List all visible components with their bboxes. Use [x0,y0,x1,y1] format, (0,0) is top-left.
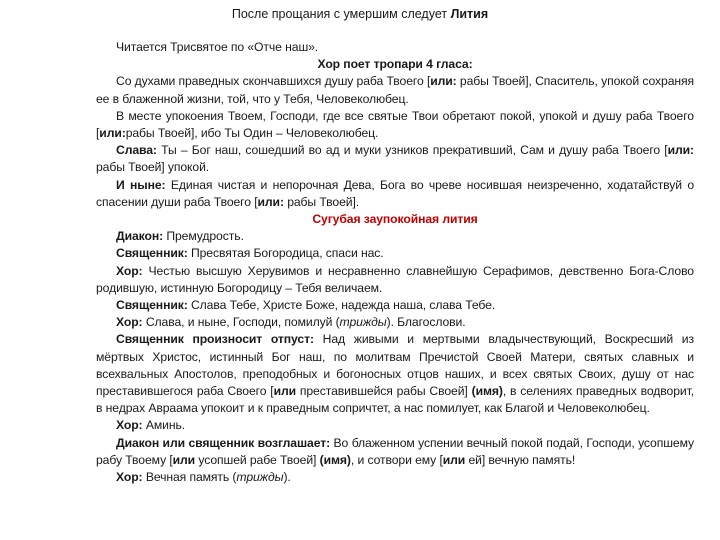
text-segment: ей] вечную память! [465,452,576,467]
paragraph [96,39,694,56]
bold-text: И ныне: [116,177,166,192]
text-segment: Слава, и ныне, Господи, помилуй ( [142,315,340,330]
bold-text: Священник: [116,246,188,261]
bold-text: или [172,452,196,467]
header-text: После прощания с умершим следует [231,7,451,21]
text-segment: рабы Твоей], ибо Ты Один – Человеколюбец. [125,126,379,141]
text-segment: ). [283,470,291,485]
bold-text: Хор: [116,470,143,485]
bold-text: или [273,384,296,399]
text-segment: преставившейся рабы Своей] [296,384,472,399]
paragraph [96,469,694,486]
paragraph [96,314,694,331]
bold-text: Диакон или священник возглашает: [116,435,331,450]
bold-text: Священник произносит отпуст: [116,332,314,347]
text-segment: Единая чистая и непорочная Дева, Бога во чреве носившая неизреченно, ходатайствуй о спасении души раба Твоего [ [96,177,694,209]
header-bold: Лития [450,7,489,21]
section-heading: Сугубая заупокойная лития [312,212,478,227]
paragraph [96,417,694,434]
text-segment: ). Благослови. [386,315,466,330]
text-segment: , в селениях праведных водворит, в недрах Авраама упокоит и к праведным сопричтет, а нас помилует, как Благой и Человеколюбец. [96,384,695,416]
document-body [96,39,694,486]
paragraph [96,142,694,176]
text-segment: Пресвятая Богородица, спаси нас. [187,246,384,261]
text-segment: Ты – Бог наш, сошедший во ад и муки узников прекративший, Сам и душу раба Твоего [ [156,143,668,158]
bold-text: Хор: [116,263,143,278]
paragraph [96,245,694,262]
paragraph [96,211,694,228]
text-segment: рабы Твоей] упокой. [96,160,210,175]
bold-text: Диакон: [116,229,164,244]
italic-text: трижды [339,315,387,330]
text-segment: Вечная память ( [142,470,237,485]
paragraph [96,435,694,469]
text-segment: Премудрость. [163,229,244,244]
bold-text: Хор: [116,315,143,330]
paragraph [96,263,694,297]
bold-text: Священник: [116,298,188,313]
paragraph [96,297,694,314]
paragraph [96,228,694,245]
text-segment: Слава Тебе, Христе Боже, надежда наша, слава Тебе. [187,298,496,313]
bold-text: или: [667,143,694,158]
text-segment: В месте упокоения Твоем, Господи, где все святые Твои обретают покой, упокой и душу раба Твоего [ [96,108,694,141]
italic-text: трижды [236,470,284,485]
text-segment: Честью высшую Херувимов и несравненно славнейшую Серафимов, девственно Бога-Слово родившую, истинную Богородицу – Тебя величаем. [96,263,694,295]
paragraph [96,73,694,107]
text-segment: Над живыми и мертвыми владычествующий, Воскресший из мёртвых Христос, истинный Бог наш, по молитвам Пречистой Своей Матери, святых славных и всехвальных Апостолов, преподобных и богоносных отцов наших, и всех святых Своих, душу от нас преставившегося раба Своего [ [96,332,694,399]
bold-text: или: [257,194,284,209]
text-segment: Аминь. [142,418,185,433]
text-segment: Со духами праведных скончавшихся душу раба Твоего [ [116,74,431,89]
bold-text: или: [430,74,457,89]
paragraph [96,108,694,142]
paragraph [96,56,694,73]
text-segment: Во блаженном успении вечный покой подай, Господи, усопшему рабу Твоему [ [96,435,694,467]
text-segment: усопшей рабе Твоей] [195,452,320,467]
bold-text: Хор поет тропари 4 гласа: [317,57,473,72]
bold-text: Хор: [116,418,143,433]
text-segment: рабы Твоей], Спаситель, упокой сохраняя ее в блаженной жизни, той, что у Тебя, Человеколюбец. [96,74,694,106]
bold-text: или [442,452,466,467]
page-header [0,6,720,22]
bold-text: Слава: [116,143,157,158]
text-segment: Читается Трисвятое по «Отче наш». [116,40,319,54]
bold-text: (имя) [471,384,503,399]
bold-text: или: [99,126,126,141]
paragraph [96,177,694,211]
paragraph [96,331,694,417]
text-segment: , и сотвори ему [ [350,452,443,467]
bold-text: (имя) [319,452,351,467]
text-segment: рабы Твоей]. [283,194,360,209]
